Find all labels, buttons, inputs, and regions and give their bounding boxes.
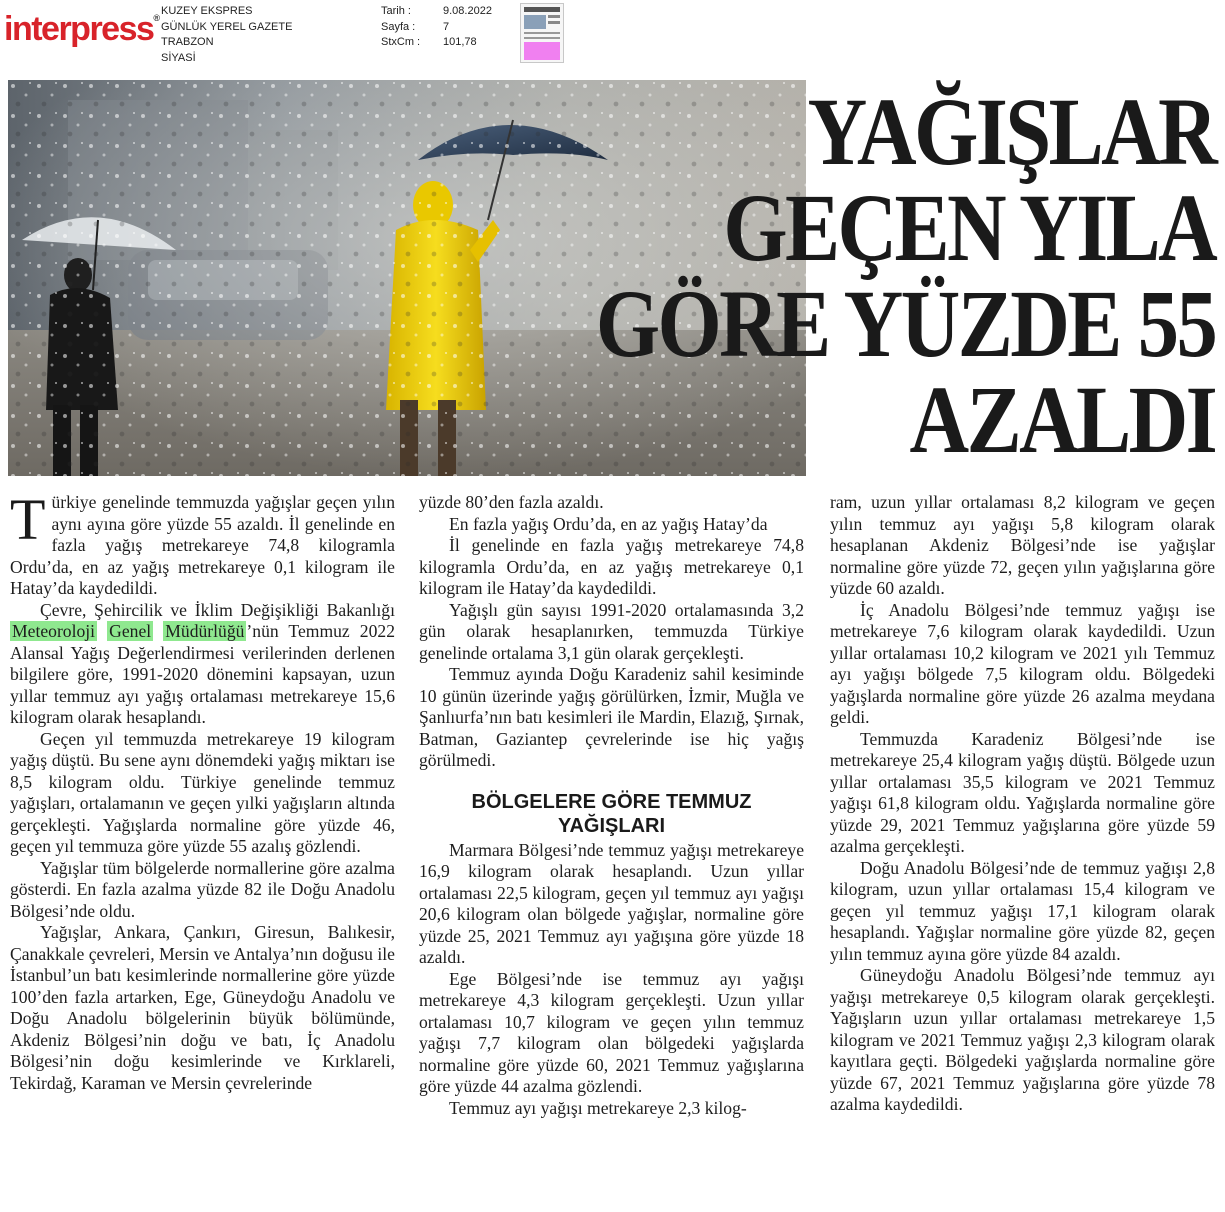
article-paragraph: Yağışlar tüm bölgelerde normallerine göre azalma gösterdi. En fazla azalma yüzde 82 ile Doğu Anadolu Bölgesi’nde oldu. — [10, 857, 395, 921]
stxcm-label: StxCm : — [381, 36, 421, 48]
publication-info — [161, 4, 292, 66]
publication-name: KUZEY EKSPRES — [161, 5, 253, 17]
article-paragraph: Doğu Anadolu Bölgesi’nde de temmuz yağışı 2,8 kilogram, uzun yıllar ortalaması 15,4 kilogram ve geçen yıl temmuz yağışı 17,1 kilogram olarak hesaplandı. Yağışlar normaline göre yüzde 82, geçen yılın temmuz ayına göre yüzde 84 azaldı. — [830, 857, 1215, 964]
date-label: Tarih : — [381, 5, 411, 17]
date-value: 9.08.2022 — [443, 5, 492, 17]
article-paragraph: İl genelinde en fazla yağış metrekareye 74,8 kilogramla Ordu’da, en az yağış metrekareye 0,1 kilogram ile Hatay’da kaydedildi. — [419, 535, 804, 598]
article-paragraph: En fazla yağış Ordu’da, en az yağış Hatay’da — [449, 513, 768, 534]
article-paragraph: İç Anadolu Bölgesi’nde temmuz yağışı ise metrekareye 7,6 kilogram olarak kaydedildi. Uzun yıllar ortalaması 10,2 kilogram ve 2021 yılı Temmuz ayı yağışı bölgede 7,5 kilogram oldu. Bölgedeki yağışlarda normaline göre yüzde 26 azalma meydana geldi. — [830, 599, 1215, 727]
clipping-meta — [381, 4, 492, 51]
headline-line-2: GEÇEN YILA — [723, 174, 1215, 281]
highlighted-term: Müdürlüğü — [165, 621, 245, 641]
article-paragraph: Güneydoğu Anadolu Bölgesi’nde temmuz ayı yağışı metrekareye 0,5 kilogram olarak gerçekleşti. Yağışların uzun yıllar ortalaması metrekareye 1,5 kilogram ve 2021 Temmuz yağışı 2,3 kilogram olarak kayıtlara geçti. Bölgedeki yağışlarda normaline göre yüzde 67, 2021 Temmuz yağışlarına göre yüzde 78 azalma kaydedildi. — [830, 965, 1215, 1114]
article-paragraph: yüzde 80’den fazla azaldı. — [419, 492, 604, 512]
drop-cap: T — [10, 487, 46, 552]
highlighted-term: Genel — [109, 621, 152, 641]
article-paragraph: Türkiye genelinde temmuzda yağışlar geçen yılın aynı ayına göre yüzde 55 azaldı. İl genelinde en fazla yağış metrekareye 74,8 kilogramla Ordu’da, en az yağış metrekareye 0,1 kilogram ile Hatay’da kaydedildi. — [10, 487, 395, 598]
headline-line-1: YAĞIŞLAR — [807, 78, 1215, 185]
article-paragraph: Marmara Bölgesi’nde temmuz yağışı metrekareye 16,9 kilogram olarak hesaplandı. Uzun yıllar ortalaması 22,5 kilogram, geçen yıl temmuz ayı yağışı 20,6 kilogram olan bölgede yağışlar, normaline göre yüzde 25, 2021 Temmuz ayı yağışına göre yüzde 18 azaldı. — [419, 839, 804, 967]
article-paragraph: Temmuz ayı yağışı metrekareye 2,3 kilog- — [449, 1097, 747, 1118]
highlighted-term: Meteoroloji — [12, 621, 96, 641]
headline-line-3: GÖRE YÜZDE 55 — [595, 270, 1215, 377]
article-paragraph: Temmuz ayında Doğu Karadeniz sahil kesiminde 10 günün üzerinde yağış görülürken, İzmir, Muğla ve Şanlıurfa’nın batı kesimleri ile Mardin, Elazığ, Şırnak, Batman, Gaziantep çevrelerinde ise hiç yağış görülmedi. — [419, 664, 804, 770]
article-column-3 — [830, 492, 1215, 1116]
article-paragraph: Yağışlar, Ankara, Çankırı, Giresun, Balıkesir, Çanakkale çevreleri, Mersin ve Antalya’nın doğusu ile İstanbul’un batı kesimlerinde normallerine göre yüzde 100’den fazla artarken, Ege, Güneydoğu Anadolu ve Doğu Anadolu bölgelerinin büyük bölümünde, Akdeniz Bölgesi’nin doğu ve batı, İç Anadolu Bölgesi’nin doğu kesimlerinde ve Kırklareli, Tekirdağ, Karaman ve Mersin çevrelerinde — [10, 922, 395, 1093]
stxcm-value: 101,78 — [443, 36, 477, 48]
section-subheading: BÖLGELERE GÖRE TEMMUZ YAĞIŞLARI — [471, 790, 752, 837]
publication-city: TRABZON — [161, 36, 214, 48]
interpress-logo: interpress® — [4, 10, 161, 48]
article-paragraph: Temmuzda Karadeniz Bölgesi’nde ise metrekareye 25,4 kilogram yağış düştü. Bölgede uzun yıllar ortalaması 35,5 kilogram ve 2021 Temmuz yağışı 61,8 kilogram oldu. Yağışlarda normaline göre yüzde 29, 2021 Temmuz yağışlarına göre yüzde 59 azalma gerçekleşti. — [830, 728, 1215, 856]
clipping-header — [0, 0, 1225, 80]
article-column-2 — [419, 492, 804, 1119]
article-paragraph: Yağışlı gün sayısı 1991-2020 ortalamasında 3,2 gün olarak hesaplanırken, temmuzda Türkiye genelinde ortalama 3,1 gün olarak gerçekleşti. — [419, 599, 804, 663]
publication-type: GÜNLÜK YEREL GAZETE — [161, 20, 293, 33]
headline-line-4: AZALDI — [909, 366, 1215, 473]
article-column-1 — [10, 487, 395, 1094]
article-paragraph: Ege Bölgesi’nde ise temmuz ayı yağışı metrekareye 4,3 kilogram gerçekleşti. Uzun yıllar ortalaması 10,7 kilogram ve geçen yılın temmuz yağışı 7,7 kilogram olan bölgedeki yağışlarda normaline göre yüzde 60, 2021 Temmuz yağışlarına göre yüzde 44 azalma gözlendi. — [419, 968, 804, 1096]
publication-category: SİYASİ — [161, 51, 196, 64]
page-label: Sayfa : — [381, 20, 416, 33]
article-paragraph: ram, uzun yıllar ortalaması 8,2 kilogram ve geçen yılın temmuz ayı yağışı 5,8 kilogram olarak hesaplanan Akdeniz Bölgesi’nde ise yağışlar normaline göre yüzde 72, geçen yılın yağışlarına göre yüzde 60 azaldı. — [830, 492, 1215, 598]
article-paragraph: Çevre, Şehircilik ve İklim Değişikliği Bakanlığı Meteoroloji Genel Müdürlüğü ’nün Temmuz 2022 Alansal Yağış Değerlendirmesi verilerinden derlenen bilgilere göre, 1991-2020 dönemini kapsayan, uzun yıllar temmuz ayı yağış ortalaması metrekareye 15,6 kilogram olarak hesaplandı. — [10, 599, 395, 727]
page-value: 7 — [443, 20, 450, 33]
article-paragraph: Geçen yıl temmuzda metrekareye 19 kilogram yağış düştü. Bu sene aynı dönemdeki yağış miktarı ise 8,5 kilogram oldu. Türkiye genelinde temmuz yağışları, ortalamanın ve geçen yılki yağışların altında gerçekleşti. Yağışlarda normaline göre yüzde 46, geçen yıl temmuza göre yüzde 55 azalış gözlendi. — [10, 728, 395, 856]
page-thumbnail[interactable] — [520, 3, 564, 63]
headline — [495, 78, 1215, 473]
